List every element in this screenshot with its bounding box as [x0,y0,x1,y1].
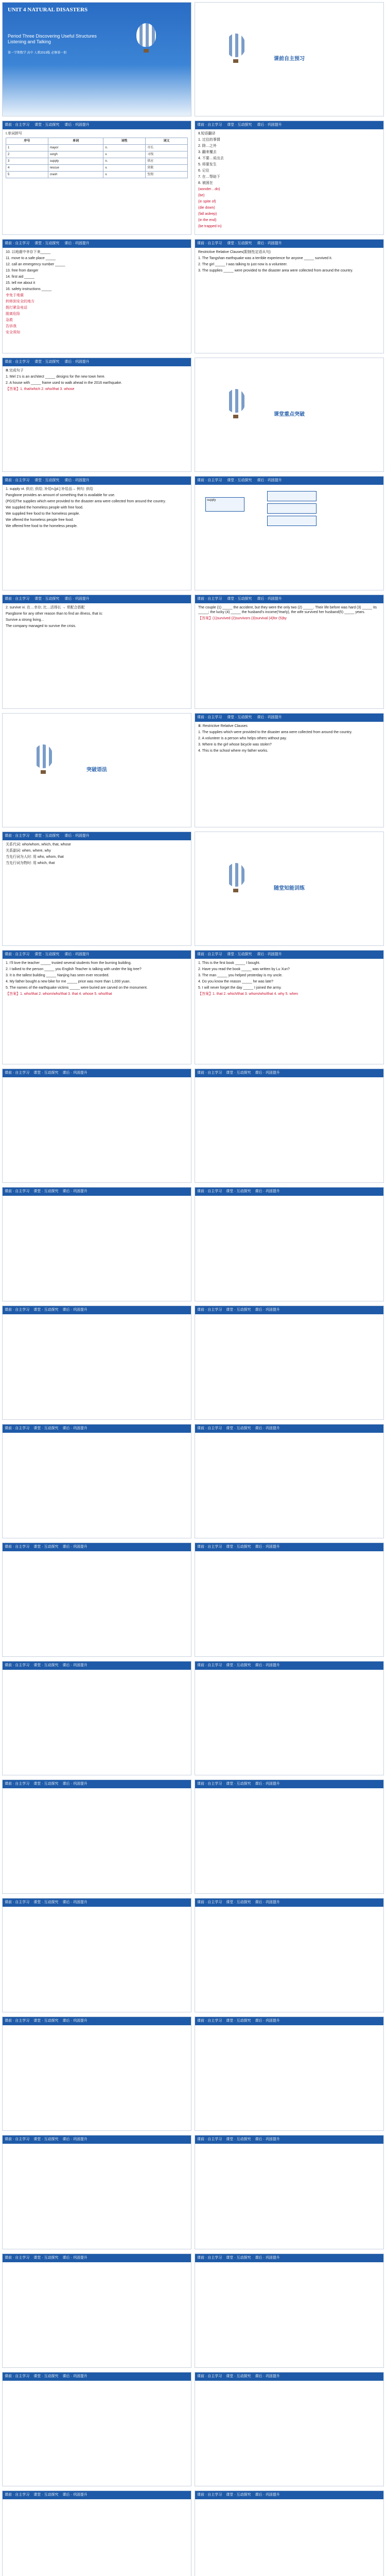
nav-item[interactable]: 课前 · 自主学习 [197,1782,222,1786]
list-item: 3. 翻来覆去 [198,150,217,154]
list-item: 1. 过往的事情 [198,138,220,142]
answer-text: 拨打紧急电话 [6,306,27,310]
nav-item[interactable]: 课堂 · 互动探究 [33,2019,59,2023]
nav-bar [195,951,383,959]
list-item: 1. The Tangshan earthquake was a terrible experience for anyone _____ survived it. [198,257,332,260]
answer-text: 【答案】1. that 2. which/that 3. whom/who/that 4. why 5. when [198,992,299,996]
list-item: Survive a strong living... [6,618,44,622]
nav-item[interactable]: 课前 · 自主学习 [5,123,30,127]
tree-node [267,491,317,501]
list-item: 2. A volunteer is a person who helps others without pay. [198,737,287,740]
nav-item[interactable]: 课堂 · 互动探究 [34,360,60,364]
list-item: The company managed to survive the crisis. [6,624,76,628]
table-row: 3 supply n. 供应 [6,158,188,165]
list-item: 4. 不要…说出去 [198,157,224,160]
nav-item[interactable]: 课后 · 巩固提升 [62,1427,87,1430]
answer-text: (in spite of) [198,200,216,204]
nav-item[interactable]: 课后 · 巩固提升 [64,242,90,245]
nav-item[interactable]: 课后 · 巩固提升 [64,360,90,364]
nav-item[interactable]: 课前 · 自主学习 [197,1664,222,1667]
nav-item[interactable]: 课前 · 自主学习 [5,834,30,838]
nav-item[interactable]: 课后 · 巩固提升 [62,1901,87,1904]
nav-item[interactable]: 课前 · 自主学习 [5,953,30,956]
exercise-slide [2,1898,191,2012]
list-item: 2. 除…之外 [198,144,217,148]
answer-text: (wonder…do) [198,188,220,191]
nav-item[interactable]: 课后 · 巩固提升 [257,597,282,601]
nav-bar [3,2136,191,2144]
nav-bar [3,1069,191,1077]
balloon-icon [136,23,156,47]
nav-item[interactable]: 课后 · 巩固提升 [257,479,282,482]
nav-item[interactable]: 课后 · 巩固提升 [62,1545,87,1549]
nav-item[interactable]: 课前 · 自主学习 [197,479,222,482]
nav-item[interactable]: 课后 · 巩固提升 [255,2493,280,2497]
nav-item[interactable]: 课前 · 自主学习 [5,2256,30,2260]
nav-item[interactable]: 课前 · 自主学习 [197,2493,222,2497]
exercise-slide [2,2016,191,2131]
nav-item[interactable]: 课堂 · 互动探究 [33,2493,59,2497]
exercise-slide [195,1187,384,1301]
list-item: 7. 在…帮助下 [198,175,220,179]
nav-bar [3,1662,191,1670]
nav-bar [3,2017,191,2025]
nav-item[interactable]: 课堂 · 互动探究 [226,1427,251,1430]
nav-bar [3,1899,191,1907]
nav-item[interactable]: 课堂 · 互动探究 [226,1901,251,1904]
exercise-slide [195,1661,384,1775]
nav-bar [195,477,383,485]
nav-item[interactable]: 课前 · 自主学习 [197,2138,222,2141]
nav-bar [3,951,191,959]
nav-item[interactable]: 课前 · 自主学习 [5,2138,30,2141]
list-item: 13. free from danger [6,269,39,273]
table-header: 词性 [103,138,146,145]
nav-bar [3,1543,191,1551]
exercise-slide [195,1543,384,1657]
list-item: 16. safety instructions _____ [6,287,52,291]
table-header: 序号 [6,138,48,145]
exercise-slide [2,2490,191,2576]
nav-item[interactable]: 课堂 · 互动探究 [226,2019,251,2023]
table-row: 4 rescue v. 营救 [6,165,188,172]
nav-item[interactable]: 课堂 · 互动探究 [227,242,252,245]
list-item: 当先行词为人时: 用 who, whom, that [6,855,64,859]
nav-item[interactable]: 课堂 · 互动探究 [33,1901,59,1904]
nav-item[interactable]: 课后 · 巩固提升 [255,1071,280,1075]
nav-item[interactable]: 课堂 · 互动探究 [33,2256,59,2260]
cover-slide [2,2,191,116]
period-title: Period Three Discovering Useful Structures Listening and Talking [8,33,97,44]
explain-slide [2,476,191,590]
nav-item[interactable]: 课堂 · 互动探究 [226,2375,251,2378]
nav-item[interactable]: 课后 · 巩固提升 [64,953,90,956]
nav-item[interactable]: 课后 · 巩固提升 [64,597,90,601]
nav-item[interactable]: 课后 · 巩固提升 [255,2375,280,2378]
list-item: 3. The supplies _____ were provided to the disaster area were collected from around the country. [198,269,353,273]
section-title: 课堂重点突破 [274,412,305,417]
table-row: 1 mayor n. 市长 [6,145,188,151]
list-item: We offered the homeless people free food. [6,518,74,522]
nav-item[interactable]: 课堂 · 互动探究 [226,1308,251,1312]
nav-item[interactable]: 课堂 · 互动探究 [33,2375,59,2378]
sentence-slide [2,239,191,353]
nav-item[interactable]: 课前 · 自主学习 [5,1427,30,1430]
nav-item[interactable]: 课前 · 自主学习 [197,597,222,601]
list-item: 3. The man _____ you helped yesterday is my uncle. [198,974,283,977]
nav-item[interactable]: 课后 · 巩固提升 [62,1308,87,1312]
nav-bar [195,2254,383,2262]
nav-item[interactable]: 课后 · 巩固提升 [62,2493,87,2497]
exercise-slide [195,1069,384,1183]
nav-item[interactable]: 课堂 · 互动探究 [33,1190,59,1193]
nav-item[interactable]: 课前 · 自主学习 [5,1071,30,1075]
nav-bar [195,1069,383,1077]
phrase-title: Ⅱ.短语翻译 [198,132,216,135]
list-item: 关系代词: who/whom, which, that, whose [6,843,71,846]
nav-item[interactable]: 课前 · 自主学习 [5,1190,30,1193]
grammar-summary-slide [2,832,191,946]
section-slide-grammar [2,713,191,827]
tree-node [267,516,317,526]
exercise-slide [2,1424,191,1538]
cover-note: 第一学期数学 高中 人教2019版 必修第一册 [8,52,67,55]
answer-text: (die down) [198,206,215,210]
list-item: 2. survive vi. 在…幸存; 比…活得长 → 常配合搭配 [6,606,85,609]
nav-item[interactable]: 课前 · 自主学习 [197,2256,222,2260]
nav-item[interactable]: 课前 · 自主学习 [197,1427,222,1430]
list-item: 3. Where is the girl whose bicycle was stolen? [198,743,272,747]
answer-text: 幸免于地震 [6,294,24,297]
nav-bar [195,1188,383,1196]
list-item: 关系副词: when, where, why [6,849,51,853]
exercise-slide [2,1069,191,1183]
nav-bar [195,2372,383,2381]
answer-text: (be) [198,194,205,197]
nav-item[interactable]: 课后 · 巩固提升 [62,1664,87,1667]
nav-item[interactable]: 课前 · 自主学习 [197,1071,222,1075]
exercise-slide [195,1424,384,1538]
list-item: 12. call an emergency number _____ [6,263,65,266]
nav-item[interactable]: 课堂 · 互动探究 [33,1071,59,1075]
nav-item[interactable]: 课后 · 巩固提升 [255,1190,280,1193]
list-item: 1. This is the first book _____ I bought. [198,961,260,965]
nav-item[interactable]: 课前 · 自主学习 [197,1190,222,1193]
nav-item[interactable]: 课堂 · 互动探究 [226,1190,251,1193]
nav-item[interactable]: 课后 · 巩固提升 [64,834,90,838]
nav-bar [3,832,191,840]
nav-item[interactable]: 课后 · 巩固提升 [255,2138,280,2141]
nav-item[interactable]: 课堂 · 互动探究 [33,1427,59,1430]
exercise-slide [195,2016,384,2131]
nav-bar [3,358,191,366]
nav-item[interactable]: 课堂 · 互动探究 [226,2138,251,2141]
nav-bar [195,1662,383,1670]
nav-item[interactable]: 课后 · 巩固提升 [255,1782,280,1786]
phrase-slide [195,121,384,235]
nav-item[interactable]: 课前 · 自主学习 [197,953,222,956]
nav-item[interactable]: 课后 · 巩固提升 [62,2375,87,2378]
nav-item[interactable]: 课堂 · 互动探究 [33,1545,59,1549]
nav-item[interactable]: 课后 · 巩固提升 [62,1190,87,1193]
exercise-slide [195,2490,384,2576]
nav-item[interactable]: 课后 · 巩固提升 [64,479,90,482]
nav-item[interactable]: 课堂 · 互动探究 [227,597,252,601]
nav-bar [3,121,191,129]
grammar-heading: Ⅲ. Restrictive Relative Clauses [198,724,248,728]
tree-node: supply [205,497,244,512]
nav-item[interactable]: 课后 · 巩固提升 [257,716,282,719]
core-heading: Restrictive Relative Clauses(限制性定语从句) [198,250,271,254]
nav-bar [3,1780,191,1788]
nav-bar [195,1780,383,1788]
section-slide-practice [195,832,384,946]
practice-slide [2,950,191,1064]
basket-icon [144,49,149,53]
exercise-slide [195,2253,384,2368]
list-item: 4. Do you know the reason _____ he was late? [198,980,273,984]
list-item: Pangbone for any other reason than to find an illness, that is: [6,612,103,616]
nav-item[interactable]: 课前 · 自主学习 [5,1901,30,1904]
section-slide-preview [195,2,384,116]
nav-item[interactable]: 课后 · 巩固提升 [255,2256,280,2260]
list-item: We supplied free food to the homeless people. [6,512,80,516]
nav-item[interactable]: 课堂 · 互动探究 [34,123,60,127]
section-title: 课前自主预习 [274,56,305,62]
nav-item[interactable]: 课堂 · 互动探究 [226,2493,251,2497]
nav-item[interactable]: 课前 · 自主学习 [197,716,222,719]
nav-item[interactable]: 课后 · 巩固提升 [62,2256,87,2260]
exercise-slide [195,1306,384,1420]
nav-bar [195,240,383,248]
nav-bar [195,1425,383,1433]
exercise-slide [195,1780,384,1894]
list-item: 1. Mel 1's is an architect _____ designs for the new town here. [6,375,106,379]
list-item: 2. The girl _____ I was talking to just now is a volunteer. [198,263,288,266]
nav-item[interactable]: 课前 · 自主学习 [5,1308,30,1312]
explain2-fill-slide [195,595,384,709]
nav-bar [195,2017,383,2025]
nav-item[interactable]: 课堂 · 互动探究 [226,2256,251,2260]
nav-item[interactable]: 课后 · 巩固提升 [255,2019,280,2023]
list-item: 8. 被困在 [198,181,213,185]
nav-item[interactable]: 课堂 · 互动探究 [227,479,252,482]
exercise-slide [2,358,191,472]
vocab-title: Ⅰ.单词拼写 [6,132,23,135]
exercise-slide [195,1898,384,2012]
list-item: 2. A house with _____ frame used to walk ahead in the 2016 earthquake. [6,381,122,385]
nav-item[interactable]: 课后 · 巩固提升 [62,2138,87,2141]
nav-item[interactable]: 课堂 · 互动探究 [34,834,60,838]
nav-item[interactable]: 课堂 · 互动探究 [227,953,252,956]
list-item: 14. first aid _____ [6,275,34,279]
nav-bar [3,1425,191,1433]
grammar-slide [195,713,384,827]
list-item: 6. 记住 [198,169,209,173]
list-item: 11. move to a safe place _____ [6,257,56,260]
nav-item[interactable]: 课后 · 巩固提升 [255,1664,280,1667]
nav-item[interactable]: 课堂 · 互动探究 [34,242,60,245]
answer-text: 【答案】1. that/which 2. who/that 3. whose [6,387,75,391]
nav-bar [3,2372,191,2381]
nav-item[interactable]: 课堂 · 互动探究 [226,1545,251,1549]
nav-bar [3,1306,191,1314]
list-item: 10. 以地震中幸存下来_____ [6,250,51,254]
nav-item[interactable]: 课前 · 自主学习 [5,360,30,364]
nav-item[interactable]: 课后 · 巩固提升 [255,1427,280,1430]
list-item: 5. The names of the earthquake victims _____ were buried are carved on the monument. [6,986,148,990]
list-item: 15. tell me about it [6,281,36,285]
nav-item[interactable]: 课堂 · 互动探究 [33,1308,59,1312]
list-item: 1. The supplies which were provided to the disaster area were collected from around the country. [198,731,353,734]
nav-item[interactable]: 课后 · 巩固提升 [64,123,90,127]
list-item: Pangbone provides an amount of something that is available for use. [6,494,115,497]
section-slide-core [195,358,384,472]
nav-item[interactable]: 课前 · 自主学习 [197,123,222,127]
nav-item[interactable]: 课后 · 巩固提升 [257,953,282,956]
nav-item[interactable]: 课堂 · 互动探究 [33,1782,59,1786]
nav-bar [195,121,383,129]
exercise-slide [2,2135,191,2249]
list-item: 2. Have you read the book _____ was written by Lu Xun? [198,968,290,971]
answer-text: 告诉我 [6,325,16,328]
nav-item[interactable]: 课堂 · 互动探究 [34,597,60,601]
table-row: 2 sorgh v. 寻找 [6,151,188,158]
nav-item[interactable]: 课前 · 自主学习 [197,242,222,245]
list-item: 5. 将要发生 [198,163,217,166]
nav-item[interactable]: 课后 · 巩固提升 [255,1901,280,1904]
nav-item[interactable]: 课前 · 自主学习 [5,242,30,245]
exercise-slide [195,2372,384,2486]
section-title: 突破语法 [86,767,107,773]
nav-item[interactable]: 课堂 · 互动探究 [34,953,60,956]
practice2-slide [195,950,384,1064]
answer-text: 【答案】(1)survived (2)survivors (3)survival (4)for (5)by [198,617,287,620]
exercise-slide [2,1187,191,1301]
answer-text: 急救 [6,318,13,322]
nav-item[interactable]: 课前 · 自主学习 [5,2019,30,2023]
nav-item[interactable]: 课前 · 自主学习 [5,2493,30,2497]
nav-bar [3,2254,191,2262]
nav-item[interactable]: 课前 · 自主学习 [5,2375,30,2378]
exercise-slide [195,2135,384,2249]
nav-bar [195,714,383,722]
vocab-slide [2,121,191,235]
nav-item[interactable]: 课堂 · 互动探究 [227,123,252,127]
explain2-slide [2,595,191,709]
answer-text: 安全须知 [6,331,20,334]
nav-item[interactable]: 课堂 · 互动探究 [34,479,60,482]
answer-text: (be trapped in) [198,225,222,228]
table-header: 词义 [146,138,188,145]
exercise-slide [2,1306,191,1420]
list-item: 3. It is the tallest building _____ Nanjing has seen ever recorded. [6,974,110,977]
tree-slide [195,476,384,590]
answer-text: 【答案】1. who/that 2. whom/who/that 3. that 4. whose 5. who/that [6,992,112,996]
nav-item[interactable]: 课后 · 巩固提升 [62,1071,87,1075]
nav-item[interactable]: 课后 · 巩固提升 [257,123,282,127]
exercise-slide [2,1543,191,1657]
nav-item[interactable]: 课前 · 自主学习 [5,597,30,601]
nav-item[interactable]: 课堂 · 互动探究 [226,1664,251,1667]
nav-item[interactable]: 课堂 · 互动探究 [33,2138,59,2141]
nav-item[interactable]: 课前 · 自主学习 [197,1545,222,1549]
list-item: The couple (1) _____ the accident, but they were the only two (2) _____. Their life before was hard (3) _____ its _____; the lucky (4) _____ the husband's income(Yearly), the wife survived her husband(5) _____ years. [198,606,377,614]
core-box-slide [195,239,384,353]
list-item: 1. supply vt. 供应; 供给; 补给n.[pl.] 补给品→ 例句: 供给 [6,487,93,491]
nav-bar [3,1188,191,1196]
answer-text: (in the end) [198,218,217,222]
exercise-slide [2,1780,191,1894]
nav-item[interactable]: 课堂 · 互动探究 [227,716,252,719]
nav-item[interactable]: 课前 · 自主学习 [197,1901,222,1904]
nav-bar [195,2136,383,2144]
nav-item[interactable]: 课堂 · 互动探究 [226,1782,251,1786]
vocab-table [6,138,188,178]
list-item: 当先行词为物时: 用 which, that [6,861,55,865]
list-item: We offered free food to the homeless people. [6,524,78,528]
exercise-slide [2,2253,191,2368]
answer-text: (fall asleep) [198,212,217,216]
nav-item[interactable]: 课前 · 自主学习 [197,1308,222,1312]
exercise-slide [2,2372,191,2486]
nav-item[interactable]: 课前 · 自主学习 [197,2375,222,2378]
nav-bar [3,477,191,485]
nav-item[interactable]: 课前 · 自主学习 [197,2019,222,2023]
table-header: 单词 [48,138,103,145]
nav-item[interactable]: 课前 · 自主学习 [5,1664,30,1667]
answer-text: 转移到安全的地方 [6,300,34,303]
nav-item[interactable]: 课前 · 自主学习 [5,1782,30,1786]
table-row: 5 crash v. 坠毁 [6,172,188,178]
exercise-title: Ⅲ.完成句子 [6,369,24,372]
nav-item[interactable]: 课后 · 巩固提升 [255,1308,280,1312]
tree-node [267,503,317,514]
nav-bar [195,1899,383,1907]
nav-item[interactable]: 课后 · 巩固提升 [62,2019,87,2023]
nav-item[interactable]: 课后 · 巩固提升 [255,1545,280,1549]
list-item: 2. I talked to the person _____ you English Teacher is talking with under the big tree? [6,968,142,971]
section-title: 随堂知能训练 [274,886,305,891]
nav-bar [195,1306,383,1314]
list-item: 1. I'll love the teacher _____ trusted several students from the burning building. [6,961,132,965]
unit-title: UNIT 4 NATURAL DISASTERS [8,7,88,13]
nav-item[interactable]: 课前 · 自主学习 [5,1545,30,1549]
list-item: 5. I will never forget the day _____ I joined the army. [198,986,282,990]
nav-bar [195,2491,383,2499]
nav-bar [195,1543,383,1551]
list-item: We supplied the homeless people with free food. [6,506,83,510]
nav-bar [3,240,191,248]
list-item: 4. My father bought a new bike for me _____ price was more than 1,000 yuan. [6,980,131,984]
list-item: (PGS)The supplies which were provided to the disaster area were collected from around the country. [6,500,166,503]
list-item: 4. This is the school where my father works. [198,749,269,753]
nav-item[interactable]: 课前 · 自主学习 [5,479,30,482]
nav-item[interactable]: 课堂 · 互动探究 [33,1664,59,1667]
nav-item[interactable]: 课堂 · 互动探究 [226,1071,251,1075]
nav-bar [195,595,383,603]
nav-item[interactable]: 课后 · 巩固提升 [62,1782,87,1786]
nav-bar [3,2491,191,2499]
exercise-slide [2,1661,191,1775]
nav-item[interactable]: 课后 · 巩固提升 [257,242,282,245]
answer-text: 脱离危险 [6,312,20,316]
nav-bar [3,595,191,603]
